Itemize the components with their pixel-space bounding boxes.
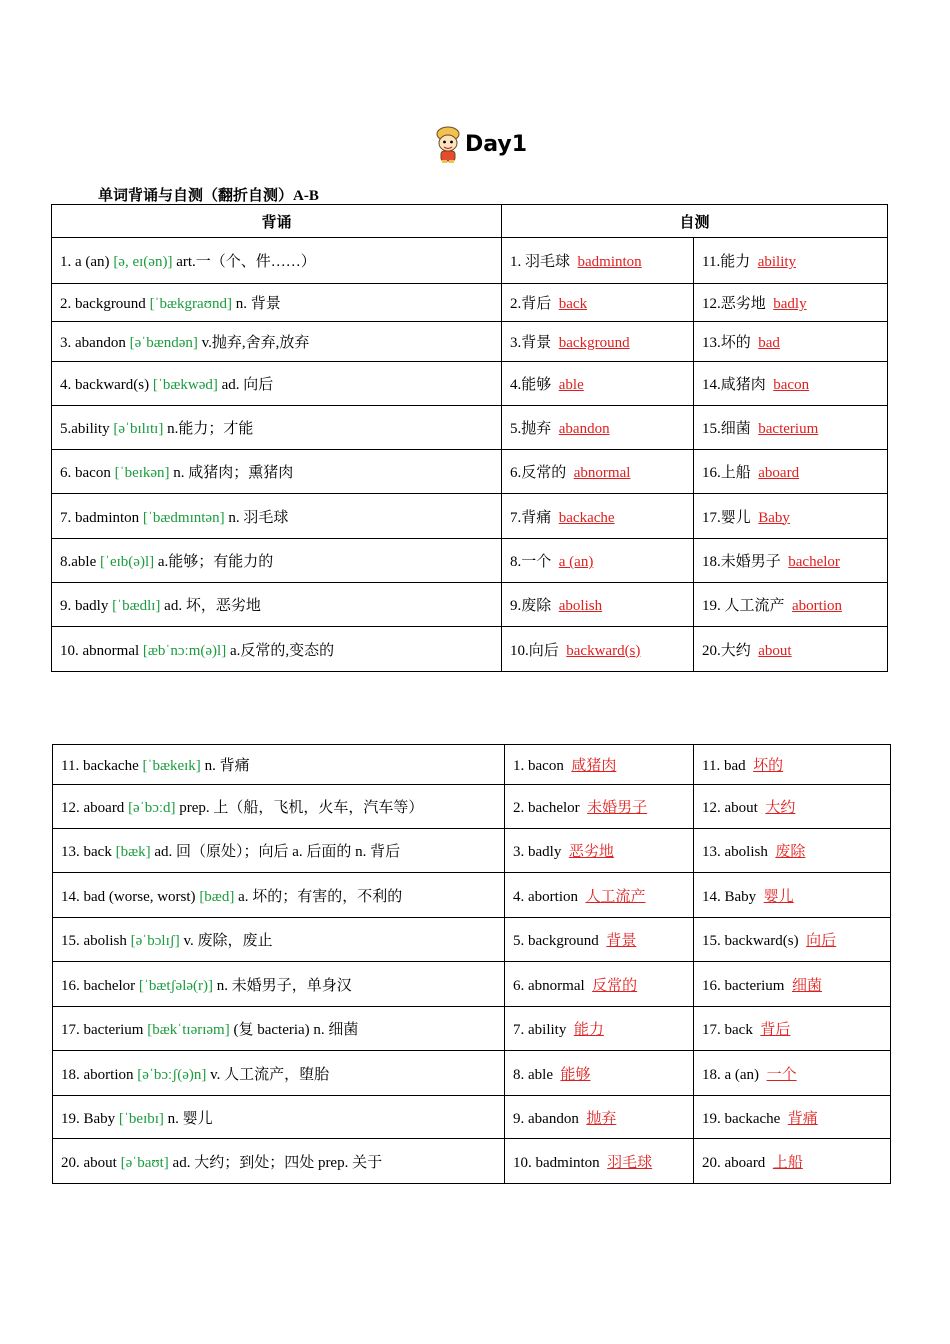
table-row bbox=[53, 1051, 891, 1096]
selftest-cell bbox=[505, 962, 694, 1007]
prompt: 7. ability bbox=[513, 1022, 567, 1038]
phonetic: [æbˈnɔːm(ə)l] bbox=[142, 642, 227, 659]
word-cell bbox=[53, 1007, 505, 1051]
definition: prep. 上（船，飞机，火车，汽车等） bbox=[179, 800, 424, 816]
prompt: 6.反常的 bbox=[510, 465, 567, 481]
word-cell bbox=[52, 627, 502, 672]
definition: ad. 坏，恶劣地 bbox=[164, 598, 261, 614]
answer: 背痛 bbox=[787, 1110, 818, 1127]
table-row bbox=[53, 918, 891, 962]
prompt: 8. able bbox=[513, 1066, 553, 1083]
definition: a.能够；有能力的 bbox=[157, 554, 274, 570]
prompt: 9. abandon bbox=[513, 1110, 579, 1127]
word-cell bbox=[52, 494, 502, 539]
page-title-block bbox=[433, 122, 527, 166]
word-cell bbox=[53, 1051, 505, 1096]
definition: v.抛弃,舍弃,放弃 bbox=[201, 335, 310, 351]
phonetic: [bæd] bbox=[199, 888, 235, 905]
selftest-cell bbox=[505, 745, 694, 785]
word-cell bbox=[52, 406, 502, 450]
answer: 抛弃 bbox=[586, 1110, 617, 1127]
selftest-cell bbox=[694, 1007, 891, 1051]
selftest-cell bbox=[694, 450, 888, 494]
word-cell bbox=[53, 785, 505, 829]
prompt: 19. 人工流产 bbox=[702, 598, 785, 614]
phonetic: [bækˈtɪərɪəm] bbox=[147, 1022, 230, 1038]
selftest-cell bbox=[694, 829, 891, 873]
definition: n. 婴儿 bbox=[167, 1110, 213, 1127]
answer: 背景 bbox=[606, 933, 637, 949]
word: 14. bad (worse, worst) bbox=[61, 888, 196, 905]
prompt: 18.未婚男子 bbox=[702, 554, 781, 570]
header-selftest: 自测 bbox=[502, 205, 888, 238]
phonetic: [ˈbækeɪk] bbox=[142, 758, 201, 774]
selftest-cell bbox=[694, 1096, 891, 1139]
prompt: 3. badly bbox=[513, 844, 562, 860]
table-row bbox=[52, 450, 888, 494]
phonetic: [ˈbætʃələ(r)] bbox=[138, 977, 214, 994]
selftest-cell bbox=[502, 238, 694, 284]
phonetic: [əˈbɔlɪʃ] bbox=[130, 933, 180, 949]
prompt: 15. backward(s) bbox=[702, 933, 799, 949]
answer: bacon bbox=[773, 377, 810, 393]
vocab-table-2 bbox=[52, 744, 891, 1184]
answer: 废除 bbox=[775, 844, 806, 860]
word-cell bbox=[52, 539, 502, 583]
word-cell bbox=[53, 918, 505, 962]
selftest-cell bbox=[694, 873, 891, 918]
answer: bacterium bbox=[758, 421, 819, 437]
phonetic: [əˈbɔːʃ(ə)n] bbox=[137, 1066, 207, 1083]
table-row bbox=[53, 1096, 891, 1139]
prompt: 16.上船 bbox=[702, 465, 751, 481]
cartoon-boy-icon bbox=[433, 124, 463, 164]
answer: abandon bbox=[558, 421, 610, 437]
table-row bbox=[53, 745, 891, 785]
definition: a.反常的,变态的 bbox=[229, 642, 335, 659]
prompt: 17. back bbox=[702, 1022, 753, 1038]
answer: about bbox=[758, 642, 792, 659]
answer: badly bbox=[773, 296, 807, 312]
section-subtitle: 单词背诵与自测（翻折自测）A-B bbox=[98, 188, 319, 204]
answer: 大约 bbox=[765, 800, 796, 816]
word: 3. abandon bbox=[60, 335, 126, 351]
phonetic: [ˈbædmɪntən] bbox=[142, 509, 225, 526]
word-cell bbox=[52, 362, 502, 406]
answer: backache bbox=[558, 509, 615, 526]
definition: v. 人工流产，堕胎 bbox=[210, 1066, 330, 1083]
selftest-cell bbox=[505, 1007, 694, 1051]
selftest-cell bbox=[694, 539, 888, 583]
selftest-cell bbox=[502, 539, 694, 583]
word: 11. backache bbox=[61, 758, 139, 774]
table-row bbox=[53, 829, 891, 873]
word-cell bbox=[53, 873, 505, 918]
selftest-cell bbox=[694, 362, 888, 406]
word: 9. badly bbox=[60, 598, 109, 614]
answer: background bbox=[558, 335, 630, 351]
selftest-cell bbox=[505, 1051, 694, 1096]
answer: aboard bbox=[758, 465, 800, 481]
phonetic: [bæk] bbox=[115, 844, 151, 860]
selftest-cell bbox=[502, 450, 694, 494]
answer: 未婚男子 bbox=[587, 800, 648, 816]
definition: n. 羽毛球 bbox=[228, 509, 289, 526]
word: 5.ability bbox=[60, 421, 110, 437]
selftest-cell bbox=[502, 627, 694, 672]
selftest-cell bbox=[505, 1139, 694, 1184]
selftest-cell bbox=[502, 583, 694, 627]
answer: 反常的 bbox=[592, 977, 638, 994]
word-cell bbox=[53, 1139, 505, 1184]
selftest-cell bbox=[502, 284, 694, 322]
phonetic: [əˈbaʊt] bbox=[120, 1154, 169, 1171]
word-cell bbox=[53, 745, 505, 785]
table-row bbox=[52, 284, 888, 322]
word-cell bbox=[52, 322, 502, 362]
prompt: 1. bacon bbox=[513, 758, 564, 774]
table-row bbox=[52, 627, 888, 672]
prompt: 12.恶劣地 bbox=[702, 296, 766, 312]
word: 4. backward(s) bbox=[60, 377, 150, 393]
definition: a. 坏的；有害的，不利的 bbox=[238, 888, 403, 905]
selftest-cell bbox=[505, 873, 694, 918]
selftest-cell bbox=[694, 627, 888, 672]
selftest-cell bbox=[505, 918, 694, 962]
table-row bbox=[52, 322, 888, 362]
word: 7. badminton bbox=[60, 509, 140, 526]
prompt: 2.背后 bbox=[510, 296, 552, 312]
prompt: 10. badminton bbox=[513, 1154, 600, 1171]
answer: bad bbox=[758, 335, 780, 351]
selftest-cell bbox=[694, 406, 888, 450]
definition: ad. 大约；到处；四处 prep. 关于 bbox=[172, 1154, 383, 1171]
selftest-cell bbox=[502, 494, 694, 539]
prompt: 1. 羽毛球 bbox=[510, 254, 571, 270]
answer: bachelor bbox=[788, 554, 840, 570]
definition: art.一（个、件……） bbox=[176, 254, 316, 270]
prompt: 14. Baby bbox=[702, 888, 757, 905]
phonetic: [əˈbɪlɪtɪ] bbox=[113, 421, 164, 437]
answer: 细菌 bbox=[791, 977, 822, 994]
selftest-cell bbox=[694, 962, 891, 1007]
definition: n. 未婚男子，单身汉 bbox=[216, 977, 352, 994]
word-cell bbox=[52, 238, 502, 284]
phonetic: [ˈbeɪbɪ] bbox=[118, 1110, 164, 1127]
selftest-cell bbox=[505, 785, 694, 829]
selftest-cell bbox=[694, 785, 891, 829]
answer: 向后 bbox=[806, 933, 837, 949]
prompt: 6. abnormal bbox=[513, 977, 585, 994]
selftest-cell bbox=[502, 406, 694, 450]
table-row bbox=[52, 494, 888, 539]
word-cell bbox=[53, 829, 505, 873]
prompt: 11.能力 bbox=[702, 254, 751, 270]
phonetic: [ˈbækgraʊnd] bbox=[149, 296, 232, 312]
answer: 上船 bbox=[772, 1154, 803, 1171]
answer: backward(s) bbox=[566, 642, 641, 659]
table-row bbox=[53, 873, 891, 918]
definition: n. 背痛 bbox=[204, 758, 250, 774]
answer: a (an) bbox=[558, 554, 594, 570]
prompt: 13. abolish bbox=[702, 844, 768, 860]
phonetic: [ˈbeɪkən] bbox=[114, 465, 170, 481]
phonetic: [ˈeɪb(ə)l] bbox=[99, 554, 155, 570]
definition: v. 废除，废止 bbox=[183, 933, 273, 949]
prompt: 8.一个 bbox=[510, 554, 552, 570]
definition: ad. 向后 bbox=[221, 377, 274, 393]
selftest-cell bbox=[502, 322, 694, 362]
phonetic: [əˈbændən] bbox=[129, 335, 198, 351]
word: 20. about bbox=[61, 1154, 117, 1171]
header-recite: 背诵 bbox=[52, 205, 502, 238]
answer: badminton bbox=[577, 254, 642, 270]
answer: 咸猪肉 bbox=[571, 758, 617, 774]
definition: (复 bacteria) n. 细菌 bbox=[233, 1022, 359, 1038]
prompt: 10.向后 bbox=[510, 642, 559, 659]
answer: 人工流产 bbox=[585, 888, 646, 905]
answer: abortion bbox=[792, 598, 843, 614]
answer: 坏的 bbox=[753, 758, 784, 774]
selftest-cell bbox=[694, 494, 888, 539]
answer: abnormal bbox=[573, 465, 631, 481]
word-cell bbox=[52, 450, 502, 494]
table-row bbox=[53, 1139, 891, 1184]
word: 8.able bbox=[60, 554, 97, 570]
phonetic: [ˈbædlɪ] bbox=[112, 598, 161, 614]
prompt: 7.背痛 bbox=[510, 509, 552, 526]
word: 1. a (an) bbox=[60, 254, 110, 270]
selftest-cell bbox=[694, 918, 891, 962]
selftest-cell bbox=[505, 829, 694, 873]
word: 19. Baby bbox=[61, 1110, 116, 1127]
selftest-cell bbox=[694, 745, 891, 785]
page-title: Day1 bbox=[465, 131, 528, 157]
prompt: 4.能够 bbox=[510, 377, 552, 393]
answer: 能够 bbox=[560, 1066, 591, 1083]
word-cell bbox=[53, 1096, 505, 1139]
word: 12. aboard bbox=[61, 800, 125, 816]
prompt: 20. aboard bbox=[702, 1154, 766, 1171]
answer: back bbox=[558, 296, 588, 312]
word: 15. abolish bbox=[61, 933, 127, 949]
word-cell bbox=[52, 583, 502, 627]
table-row bbox=[53, 1007, 891, 1051]
phonetic: [ˈbækwəd] bbox=[152, 377, 218, 393]
prompt: 13.坏的 bbox=[702, 335, 751, 351]
word: 6. bacon bbox=[60, 465, 111, 481]
selftest-cell bbox=[694, 1139, 891, 1184]
vocab-table-1 bbox=[51, 204, 888, 672]
prompt: 15.细菌 bbox=[702, 421, 751, 437]
table-row bbox=[52, 583, 888, 627]
answer: able bbox=[558, 377, 584, 393]
answer: 婴儿 bbox=[763, 888, 794, 905]
table-row bbox=[52, 238, 888, 284]
selftest-cell bbox=[694, 238, 888, 284]
selftest-cell bbox=[505, 1096, 694, 1139]
prompt: 12. about bbox=[702, 800, 758, 816]
prompt: 20.大约 bbox=[702, 642, 751, 659]
answer: abolish bbox=[558, 598, 603, 614]
word: 16. bachelor bbox=[61, 977, 136, 994]
prompt: 17.婴儿 bbox=[702, 509, 751, 526]
answer: Baby bbox=[758, 509, 790, 526]
word: 2. background bbox=[60, 296, 146, 312]
answer: 恶劣地 bbox=[568, 844, 614, 860]
answer: ability bbox=[757, 254, 797, 270]
word: 13. back bbox=[61, 844, 112, 860]
definition: n. 背景 bbox=[235, 296, 281, 312]
prompt: 9.废除 bbox=[510, 598, 552, 614]
prompt: 18. a (an) bbox=[702, 1066, 760, 1083]
prompt: 14.咸猪肉 bbox=[702, 377, 766, 393]
answer: 能力 bbox=[573, 1022, 604, 1038]
word: 18. abortion bbox=[61, 1066, 134, 1083]
prompt: 5. background bbox=[513, 933, 599, 949]
word-cell bbox=[52, 284, 502, 322]
prompt: 4. abortion bbox=[513, 888, 578, 905]
answer: 背后 bbox=[760, 1022, 791, 1038]
selftest-cell bbox=[694, 322, 888, 362]
prompt: 2. bachelor bbox=[513, 800, 580, 816]
definition: n.能力；才能 bbox=[167, 421, 254, 437]
phonetic: [ə, eɪ(ən)] bbox=[113, 254, 173, 270]
definition: ad. 回（原处）；向后 a. 后面的 n. 背后 bbox=[154, 844, 401, 860]
selftest-cell bbox=[502, 362, 694, 406]
table-row bbox=[52, 362, 888, 406]
answer: 羽毛球 bbox=[607, 1154, 653, 1171]
word: 17. bacterium bbox=[61, 1022, 144, 1038]
table-row bbox=[53, 785, 891, 829]
prompt: 19. backache bbox=[702, 1110, 781, 1127]
selftest-cell bbox=[694, 284, 888, 322]
prompt: 5.抛弃 bbox=[510, 421, 552, 437]
word-cell bbox=[53, 962, 505, 1007]
prompt: 3.背景 bbox=[510, 335, 552, 351]
table-row bbox=[52, 406, 888, 450]
table-row bbox=[53, 962, 891, 1007]
selftest-cell bbox=[694, 1051, 891, 1096]
definition: n. 咸猪肉；熏猪肉 bbox=[173, 465, 294, 481]
selftest-cell bbox=[694, 583, 888, 627]
prompt: 11. bad bbox=[702, 758, 746, 774]
prompt: 16. bacterium bbox=[702, 977, 785, 994]
phonetic: [əˈbɔːd] bbox=[128, 800, 176, 816]
answer: 一个 bbox=[766, 1066, 797, 1083]
table-row bbox=[52, 539, 888, 583]
word: 10. abnormal bbox=[60, 642, 140, 659]
